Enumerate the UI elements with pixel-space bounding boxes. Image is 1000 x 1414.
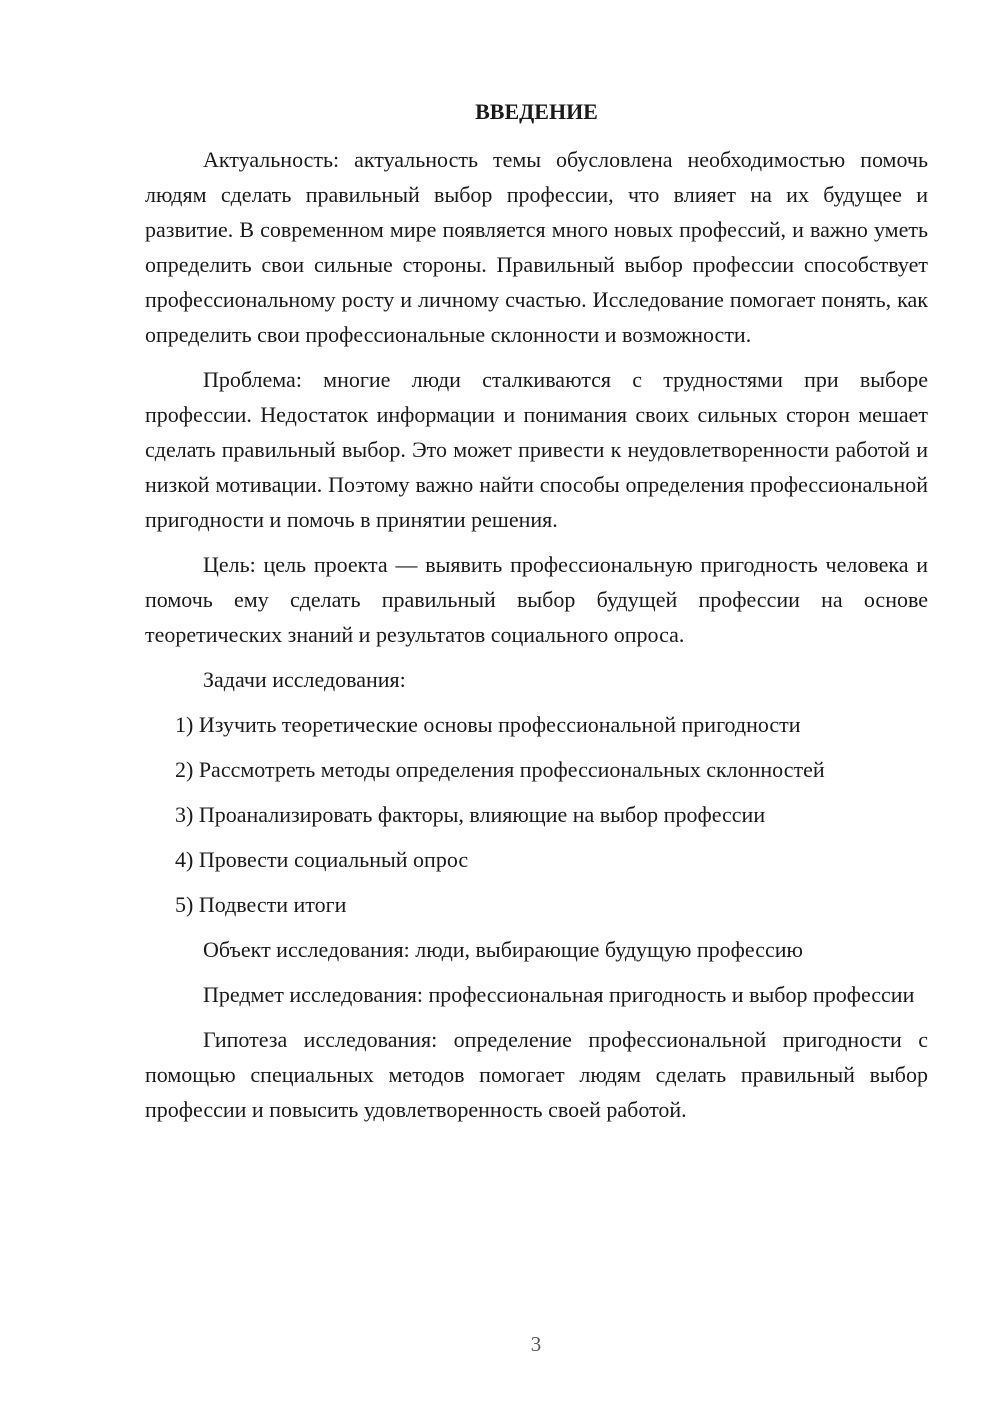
document-body — [145, 142, 928, 1137]
task-item: 5) Подвести итоги — [175, 892, 347, 917]
hypothesis-paragraph: Гипотеза исследования: определение профессиональной пригодности с помощью специальных методов помогает людям сделать правильный выбор профессии и повысить удовлетворенность своей работой. — [145, 1027, 928, 1122]
task-item: 3) Проанализировать факторы, влияющие на выбор профессии — [175, 802, 766, 827]
relevance-paragraph: Актуальность: актуальность темы обусловлена необходимостью помочь людям сделать правильный выбор профессии, что влияет на их будущее и развитие. В современном мире появляется много новых профессий, и важно уметь определить свои сильные стороны. Правильный выбор профессии способствует профессиональному росту и личному счастью. Исследование помогает понять, как определить свои профессиональные склонности и возможности. — [145, 147, 928, 347]
goal-paragraph: Цель: цель проекта — выявить профессиональную пригодность человека и помочь ему сделать правильный выбор будущей профессии на основе теоретических знаний и результатов социального опроса. — [145, 552, 928, 647]
task-item: 2) Рассмотреть методы определения профессиональных склонностей — [175, 757, 825, 782]
tasks-list — [145, 707, 928, 922]
subject-paragraph: Предмет исследования: профессиональная пригодность и выбор профессии — [203, 982, 915, 1007]
page-number: 3 — [530, 1332, 542, 1356]
object-paragraph: Объект исследования: люди, выбирающие будущую профессию — [203, 937, 803, 962]
problem-paragraph: Проблема: многие люди сталкиваются с трудностями при выборе профессии. Недостаток информации и понимания своих сильных сторон мешает сделать правильный выбор. Это может привести к неудовлетворенности работой и низкой мотивации. Поэтому важно найти способы определения профессиональной пригодности и помочь в принятии решения. — [145, 367, 928, 532]
task-item: 4) Провести социальный опрос — [175, 847, 469, 872]
page-title: ВВЕДЕНИЕ — [475, 99, 598, 124]
task-item: 1) Изучить теоретические основы профессиональной пригодности — [175, 712, 801, 737]
tasks-title: Задачи исследования: — [203, 667, 406, 692]
